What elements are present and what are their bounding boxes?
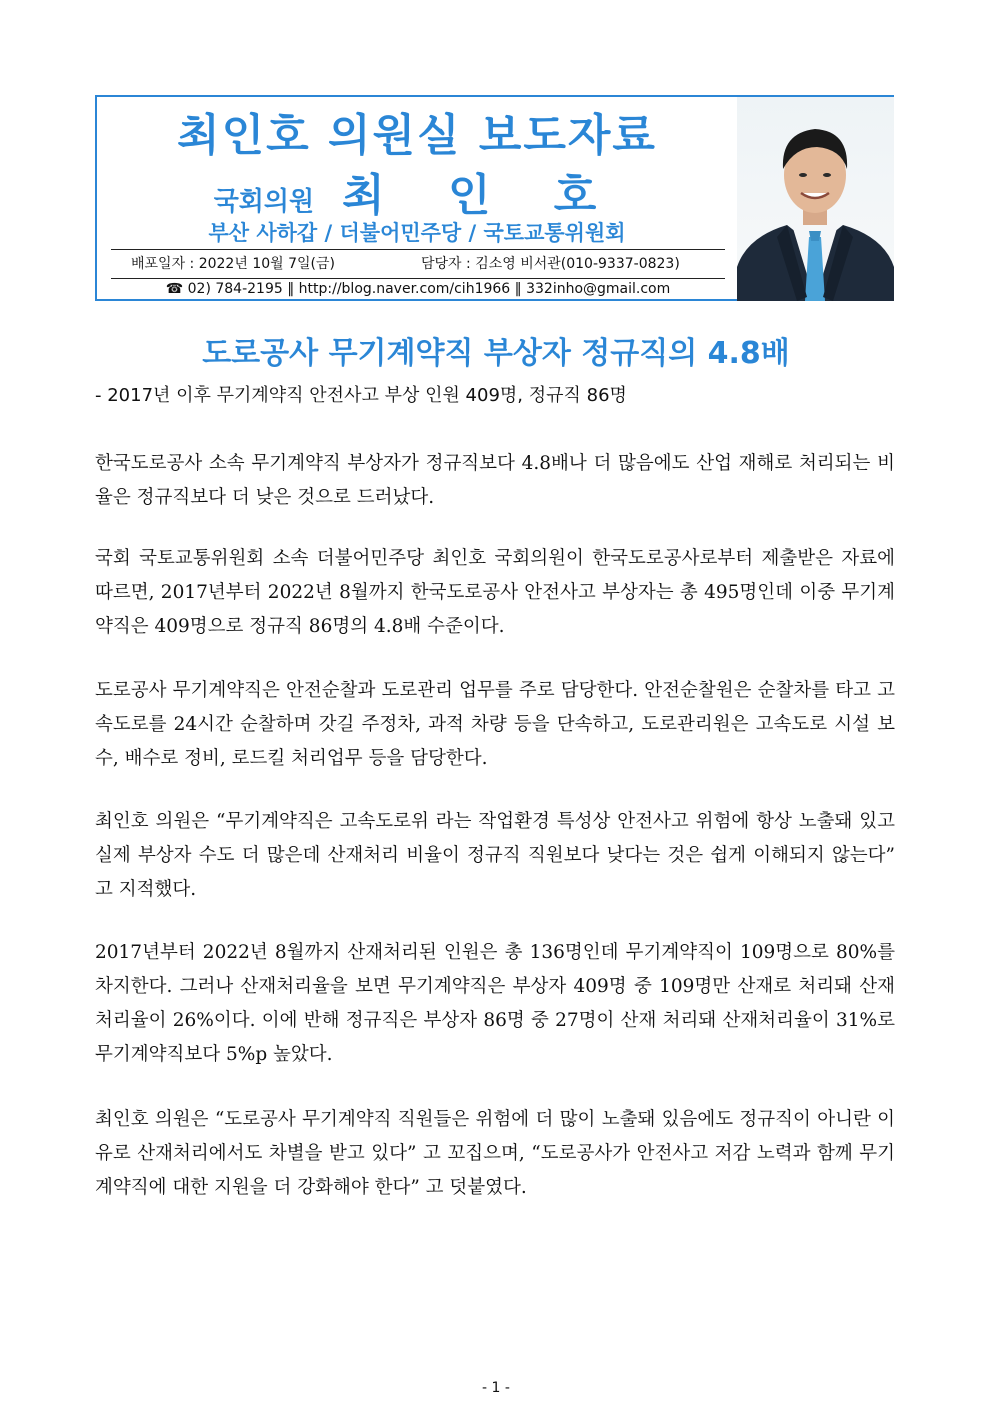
- lawmaker-name: 최 인 호: [342, 170, 621, 221]
- page-number: - 1 -: [482, 1380, 510, 1396]
- article-subheadline: - 2017년 이후 무기계약직 안전사고 부상 인원 409명, 정규직 86명: [95, 385, 627, 406]
- portrait-illustration: [737, 97, 894, 301]
- paragraph: 국회 국토교통위원회 소속 더불어민주당 최인호 국회의원이 한국도로공사로부터 제출받은 자료에 따르면, 2017년부터 2022년 8월까지 한국도로공사 안전사고 부상자는 총 495명인데 이중 무기계약직은 409명으로 정규직 86명의 4.8배 수준이다.: [95, 548, 895, 637]
- paragraph: 최인호 의원은 “도로공사 무기계약직 직원들은 위험에 더 많이 노출돼 있음에도 정규직이 아니란 이유로 산재처리에서도 차별을 받고 있다” 고 꼬집으며, “도로공사가 안전사고 저감 노력과 함께 무기계약직에 대한 지원을 더 강화해야 한다” 고 덧붙였다.: [95, 1109, 895, 1198]
- article-headline: 도로공사 무기계약직 부상자 정규직의 4.8배: [202, 336, 790, 371]
- lawmaker-portrait: [737, 97, 894, 301]
- press-release-header: [95, 95, 894, 301]
- release-date: 배포일자 : 2022년 10월 7일(금): [131, 256, 335, 272]
- release-meta: [111, 249, 725, 279]
- paragraph: 한국도로공사 소속 무기계약직 부상자가 정규직보다 4.8배나 더 많음에도 산업 재해로 처리되는 비율은 정규직보다 더 낮은 것으로 드러났다.: [95, 453, 895, 508]
- paragraph: 2017년부터 2022년 8월까지 산재처리된 인원은 총 136명인데 무기계약직이 109명으로 80%를 차지한다. 그러나 산재처리율을 보면 무기계약직은 부상자 409명 중 109명만 산재로 처리돼 산재처리율이 26%이다. 이에 반해 정규직은 부상자 86명 중 27명이 산재 처리돼 산재처리율이 31%로 무기계약직보다 5%p 높았다.: [95, 942, 895, 1065]
- paragraph: 최인호 의원은 “무기계약직은 고속도로위 라는 작업환경 특성상 안전사고 위험에 항상 노출돼 있고 실제 부상자 수도 더 많은데 산재처리 비율이 정규직 직원보다 낮다는 것은 쉽게 이해되지 않는다” 고 지적했다.: [95, 811, 895, 900]
- header-title: 최인호 의원실 보도자료: [177, 110, 657, 161]
- lawmaker-role: 국회의원: [213, 187, 315, 217]
- lawmaker-affiliation: 부산 사하갑 / 더불어민주당 / 국토교통위원회: [208, 221, 626, 245]
- paragraph: 도로공사 무기계약직은 안전순찰과 도로관리 업무를 주로 담당한다. 안전순찰원은 순찰차를 타고 고속도로를 24시간 순찰하며 갓길 주정차, 과적 차량 등을 단속하고, 도로관리원은 고속도로 시설 보수, 배수로 정비, 로드킬 처리업무 등을 담당한다.: [95, 680, 895, 769]
- header-name-line: [97, 159, 737, 223]
- contact-person: 담당자 : 김소영 비서관(010-9337-0823): [421, 256, 680, 272]
- contact-line: ☎ 02) 784-2195 ‖ http://blog.naver.com/cih1966 ‖ 332inho@gmail.com: [165, 281, 671, 297]
